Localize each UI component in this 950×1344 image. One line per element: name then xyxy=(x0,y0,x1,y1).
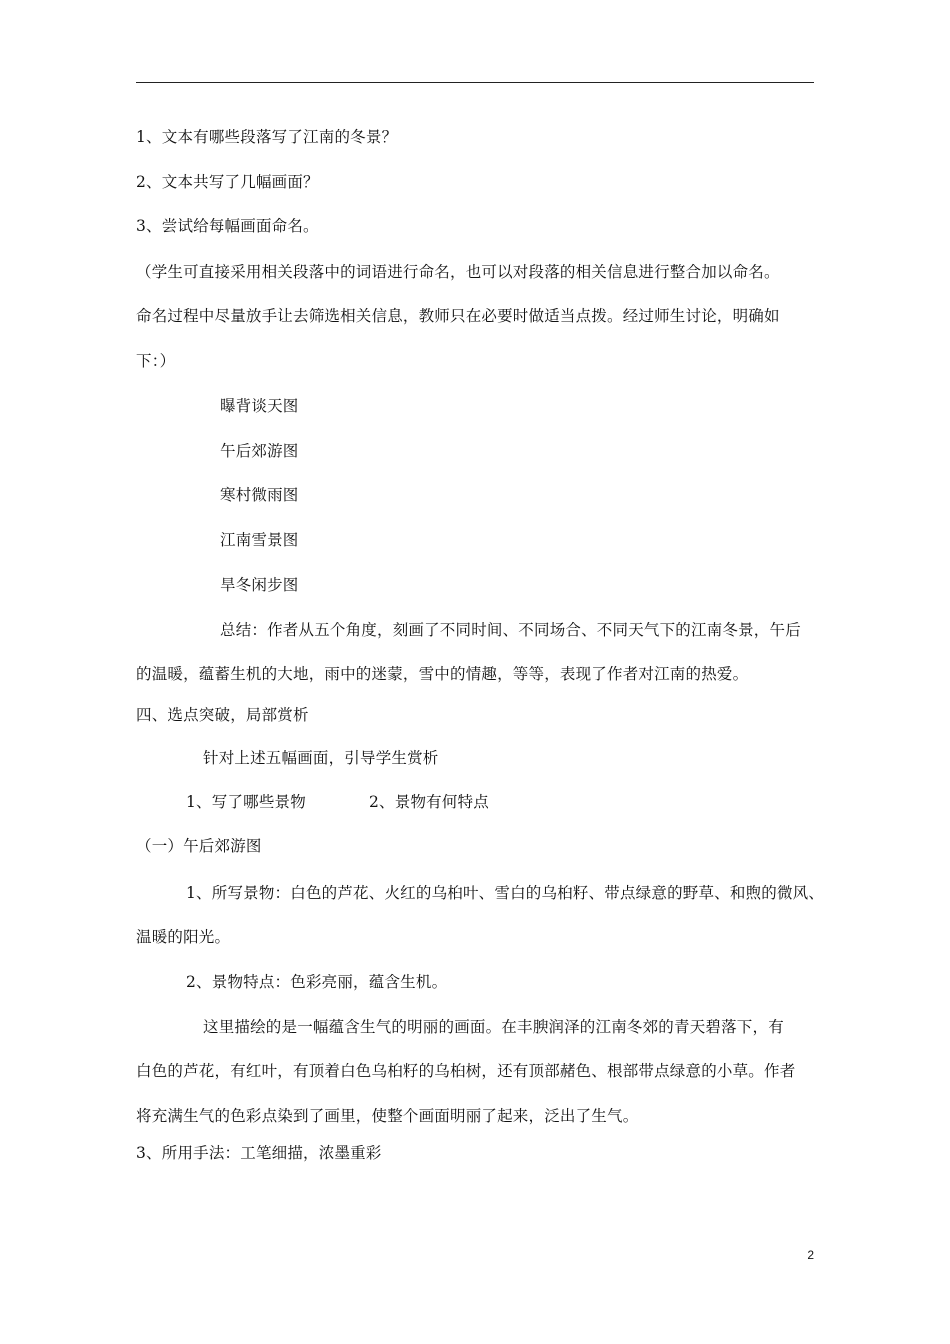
question-2: 2、文本共写了几幅画面？ xyxy=(136,173,319,191)
analysis-line-2: 白色的芦花，有红叶，有顶着白色乌桕籽的乌桕树，还有顶部赭色、根部带点绿意的小草。作者 xyxy=(136,1062,796,1080)
section-four-point-1: 1、写了哪些景物 xyxy=(186,793,306,811)
picture-name-1: 曝背谈天图 xyxy=(220,397,299,415)
naming-note-line-1: （学生可直接采用相关段落中的词语进行命名，也可以对段落的相关信息进行整合加以命名。 xyxy=(136,263,780,281)
naming-note-line-3: 下：） xyxy=(136,352,176,370)
section-four-point-2: 2、景物有何特点 xyxy=(369,793,489,811)
summary-line-2: 的温暖，蕴蓄生机的大地，雨中的迷蒙，雪中的情趣，等等，表现了作者对江南的热爱。 xyxy=(136,665,749,683)
section-four-intro: 针对上述五幅画面，引导学生赏析 xyxy=(203,749,439,767)
picture-name-3: 寒村微雨图 xyxy=(220,486,299,504)
page-number: 2 xyxy=(807,1248,814,1262)
question-3: 3、尝试给每幅画面命名。 xyxy=(136,217,319,235)
section-four-heading: 四、选点突破，局部赏析 xyxy=(136,706,309,724)
features-line: 2、景物特点：色彩亮丽，蕴含生机。 xyxy=(186,973,448,991)
summary-line-1: 总结：作者从五个角度，刻画了不同时间、不同场合、不同天气下的江南冬景，午后 xyxy=(220,621,801,639)
scenery-line-2: 温暖的阳光。 xyxy=(136,928,231,946)
analysis-line-1: 这里描绘的是一幅蕴含生气的明丽的画面。在丰腴润泽的江南冬郊的青天碧落下，有 xyxy=(203,1018,784,1036)
picture-name-5: 旱冬闲步图 xyxy=(220,576,299,594)
analysis-line-3: 将充满生气的色彩点染到了画里，使整个画面明丽了起来，泛出了生气。 xyxy=(136,1107,639,1125)
picture-name-4: 江南雪景图 xyxy=(220,531,299,549)
header-rule xyxy=(136,82,814,83)
scenery-line-1: 1、所写景物：白色的芦花、火红的乌桕叶、雪白的乌桕籽、带点绿意的野草、和煦的微风、 xyxy=(186,884,825,902)
picture-name-2: 午后郊游图 xyxy=(220,442,299,460)
naming-note-line-2: 命名过程中尽量放手让去筛选相关信息，教师只在必要时做适当点拨。经过师生讨论，明确如 xyxy=(136,307,780,325)
technique-line: 3、所用手法：工笔细描，浓墨重彩 xyxy=(136,1144,382,1162)
subsection-one-heading: （一）午后郊游图 xyxy=(136,837,262,855)
question-1: 1、文本有哪些段落写了江南的冬景？ xyxy=(136,128,398,146)
